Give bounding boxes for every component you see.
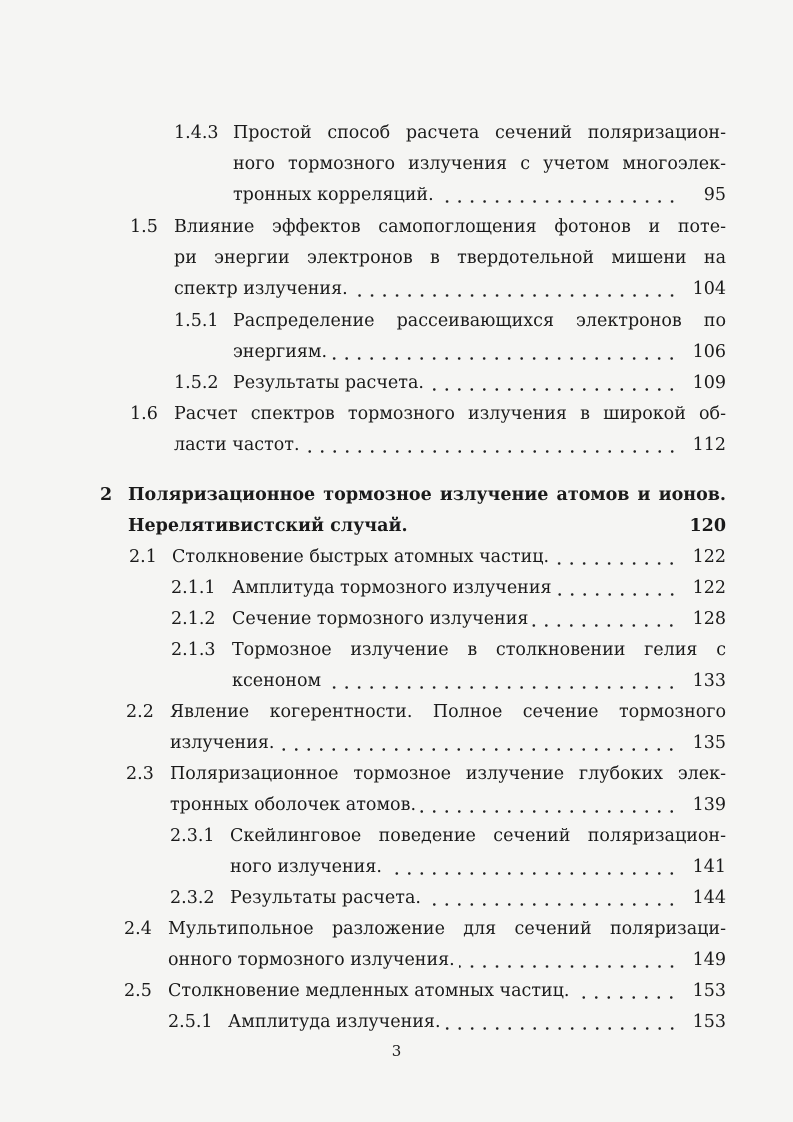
entry-text-line: Явление когерентности. Полное сечение тормозного bbox=[170, 702, 726, 722]
entry-text-line: Мультипольное разложение для сечений поляризаци- bbox=[168, 919, 726, 939]
entry-text-line: ри энергии электронов в твердотельной мишени на bbox=[174, 248, 726, 268]
page-ref: 95 bbox=[703, 185, 726, 205]
section-number: 2.3.1 bbox=[170, 826, 215, 846]
section-number: 1.5.1 bbox=[174, 311, 219, 331]
section-number: 1.4.3 bbox=[174, 123, 219, 143]
page-ref: 122 bbox=[692, 578, 726, 598]
entry-text-line: онного тормозного излучения. bbox=[168, 950, 455, 970]
entry-text-line: Распределение рассеивающихся электронов по bbox=[233, 311, 726, 331]
entry-text-line: Влияние эффектов самопоглощения фотонов и поте- bbox=[174, 217, 726, 237]
section-number: 2.1.3 bbox=[171, 640, 216, 660]
dot-leader bbox=[331, 337, 678, 368]
entry-text-line: излучения. bbox=[170, 733, 275, 753]
dot-leader bbox=[438, 180, 678, 211]
entry-text-line: тронных оболочек атомов. bbox=[170, 795, 417, 815]
page-ref: 133 bbox=[692, 671, 726, 691]
dot-leader bbox=[325, 666, 678, 697]
section-number: 2.2 bbox=[126, 702, 154, 722]
entry-text-line: ксеноном bbox=[232, 671, 322, 691]
section-number: 2.5.1 bbox=[168, 1012, 213, 1032]
dot-leader bbox=[425, 883, 678, 914]
page-ref: 128 bbox=[692, 609, 726, 629]
page-ref: 149 bbox=[692, 950, 726, 970]
chapter-title-line: Поляризационное тормозное излучение атомов и ионов. bbox=[128, 485, 726, 505]
section-number: 2.3 bbox=[126, 764, 154, 784]
entry-text-line: тронных корреляций. bbox=[233, 185, 434, 205]
page-ref: 153 bbox=[692, 1012, 726, 1032]
dot-leader bbox=[553, 542, 678, 573]
section-number: 1.6 bbox=[130, 404, 158, 424]
dot-leader bbox=[428, 368, 678, 399]
page-ref: 122 bbox=[692, 547, 726, 567]
entry-text-line: Результаты расчета. bbox=[233, 373, 424, 393]
dot-leader bbox=[532, 604, 678, 635]
chapter-number: 2 bbox=[100, 485, 113, 505]
dot-leader bbox=[386, 852, 678, 883]
entry-text-line: Столкновение быстрых атомных частиц. bbox=[172, 547, 550, 567]
entry-text-line: ного тормозного излучения с учетом многоэлек- bbox=[233, 154, 726, 174]
section-number: 2.1.1 bbox=[171, 578, 216, 598]
entry-text-line: Поляризационное тормозное излучение глубоких элек- bbox=[170, 764, 726, 784]
page-ref: 104 bbox=[692, 279, 726, 299]
page-ref: 120 bbox=[689, 516, 726, 536]
page-ref: 144 bbox=[692, 888, 726, 908]
entry-text-line: Расчет спектров тормозного излучения в широкой об- bbox=[174, 404, 726, 424]
section-number: 2.4 bbox=[124, 919, 152, 939]
entry-text-line: Амплитуда тормозного излучения bbox=[232, 578, 552, 598]
entry-text-line: Сечение тормозного излучения bbox=[232, 609, 529, 629]
dot-leader bbox=[420, 790, 678, 821]
dot-leader bbox=[573, 976, 678, 1007]
entry-text-line: Результаты расчета. bbox=[230, 888, 421, 908]
page-ref: 112 bbox=[692, 435, 726, 455]
page-ref: 135 bbox=[692, 733, 726, 753]
page-ref: 139 bbox=[692, 795, 726, 815]
dot-leader bbox=[352, 274, 678, 305]
section-number: 1.5.2 bbox=[174, 373, 219, 393]
entry-text-line: ного излучения. bbox=[230, 857, 382, 877]
entry-text-line: Скейлинговое поведение сечений поляризацион- bbox=[230, 826, 726, 846]
section-number: 2.5 bbox=[124, 981, 152, 1001]
entry-text-line: спектр излучения. bbox=[174, 279, 348, 299]
dot-leader bbox=[445, 1007, 678, 1038]
section-number: 2.1.2 bbox=[171, 609, 216, 629]
page-ref: 141 bbox=[692, 857, 726, 877]
section-number: 1.5 bbox=[130, 217, 158, 237]
entry-text-line: энергиям. bbox=[233, 342, 328, 362]
section-number: 2.3.2 bbox=[170, 888, 215, 908]
chapter-title-line: Нерелятивистский случай. bbox=[128, 516, 408, 536]
dot-leader bbox=[304, 430, 678, 461]
dot-leader bbox=[556, 573, 678, 604]
page-ref: 106 bbox=[692, 342, 726, 362]
entry-text-line: Столкновение медленных атомных частиц. bbox=[168, 981, 570, 1001]
dot-leader bbox=[459, 945, 678, 976]
page-number: 3 bbox=[391, 1042, 402, 1060]
entry-text-line: Тормозное излучение в столкновении гелия с bbox=[232, 640, 726, 660]
page-ref: 109 bbox=[692, 373, 726, 393]
entry-text-line: ласти частот. bbox=[174, 435, 300, 455]
dot-leader bbox=[278, 728, 678, 759]
page-ref: 153 bbox=[692, 981, 726, 1001]
entry-text-line: Простой способ расчета сечений поляризацион- bbox=[233, 123, 726, 143]
section-number: 2.1 bbox=[129, 547, 157, 567]
entry-text-line: Амплитуда излучения. bbox=[228, 1012, 441, 1032]
